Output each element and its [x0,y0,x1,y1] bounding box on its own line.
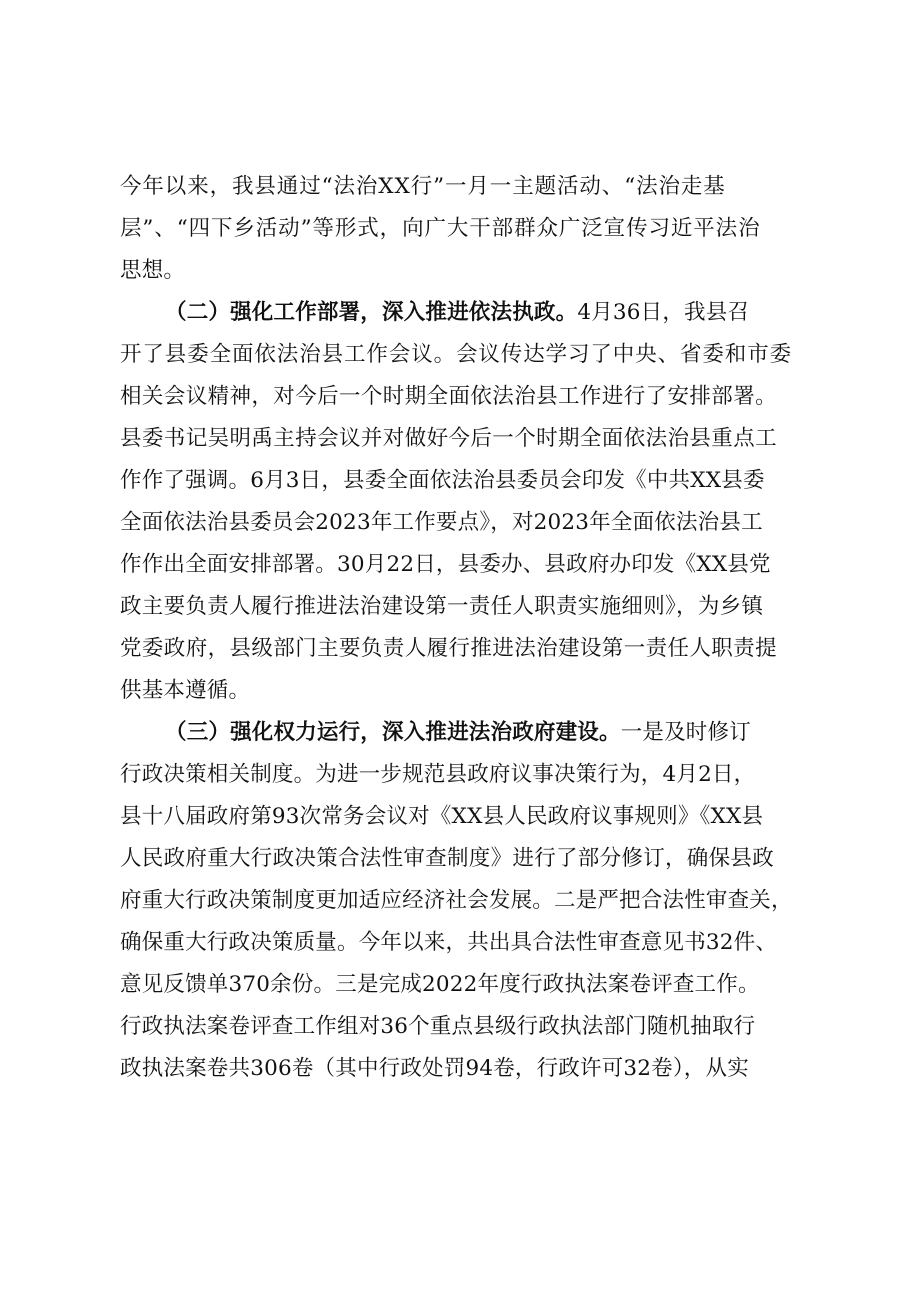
paragraph-3-line-1-text: 一是及时修订 [620,720,751,745]
paragraph-1-line-3: 思想。 [120,258,186,283]
paragraph-2-line-1 [165,298,749,328]
paragraph-2-line-10: 供基本遵循。 [120,678,251,703]
paragraph-3-line-2: 行政决策相关制度。为进一步规范县政府议事决策行为，4月2日， [120,762,756,787]
paragraph-1-line-2: 层”、“四下乡活动”等形式，向广大干部群众广泛宣传习近平法治 [120,216,761,241]
paragraph-3-line-7: 意见反馈单370余份。三是完成2022年度行政执法案卷评查工作。 [120,972,760,997]
paragraph-3-line-1 [165,718,751,748]
section-2-heading: （二）强化工作部署，深入推进依法执政。 [165,300,578,325]
paragraph-1-line-1: 今年以来，我县通过“法治XX行”一月一主题活动、“法治走基 [120,174,726,199]
paragraph-2-line-9: 党委政府，县级部门主要负责人履行推进法治建设第一责任人职责提 [120,636,778,661]
paragraph-2-line-2: 开了县委全面依法治县工作会议。会议传达学习了中央、省委和市委 [120,342,793,367]
section-3-heading: （三）强化权力运行，深入推进法治政府建设。 [165,720,621,745]
paragraph-3-line-4: 人民政府重大行政决策合法性审查制度》进行了部分修订，确保县政 [120,846,775,871]
paragraph-3-line-5: 府重大行政决策制度更加适应经济社会发展。二是严把合法性审查关， [120,888,793,913]
paragraph-3-line-3: 县十八届政府第93次常务会议对《XX县人民政府议事规则》《XX县 [120,804,764,829]
paragraph-3-line-6: 确保重大行政决策质量。今年以来，共出具合法性审查意见书32件、 [120,930,778,955]
paragraph-2-line-6: 全面依法治县委员会2023年工作要点》，对2023年全面依法治县工 [120,510,763,535]
paragraph-2-line-3: 相关会议精神，对今后一个时期全面依法治县工作进行了安排部署。 [120,384,778,409]
paragraph-2-line-1-text: 4月36日，我县召 [577,300,750,325]
paragraph-2-line-8: 政主要负责人履行推进法治建设第一责任人职责实施细则》，为乡镇 [120,594,764,619]
paragraph-2-line-7: 作作出全面安排部署。30月22日，县委办、县政府办印发《XX县党 [120,552,771,577]
paragraph-2-line-5: 作作了强调。6月3日，县委全面依法治县委员会印发《中共XX县委 [120,468,765,493]
paragraph-2-line-4: 县委书记吴明禹主持会议并对做好今后一个时期全面依法治县重点工 [120,426,778,451]
paragraph-3-line-8: 行政执法案卷评查工作组对36个重点县级行政执法部门随机抽取行 [120,1014,756,1039]
paragraph-3-line-9: 政执法案卷共306卷（其中行政处罚94卷，行政许可32卷），从实 [120,1056,749,1081]
